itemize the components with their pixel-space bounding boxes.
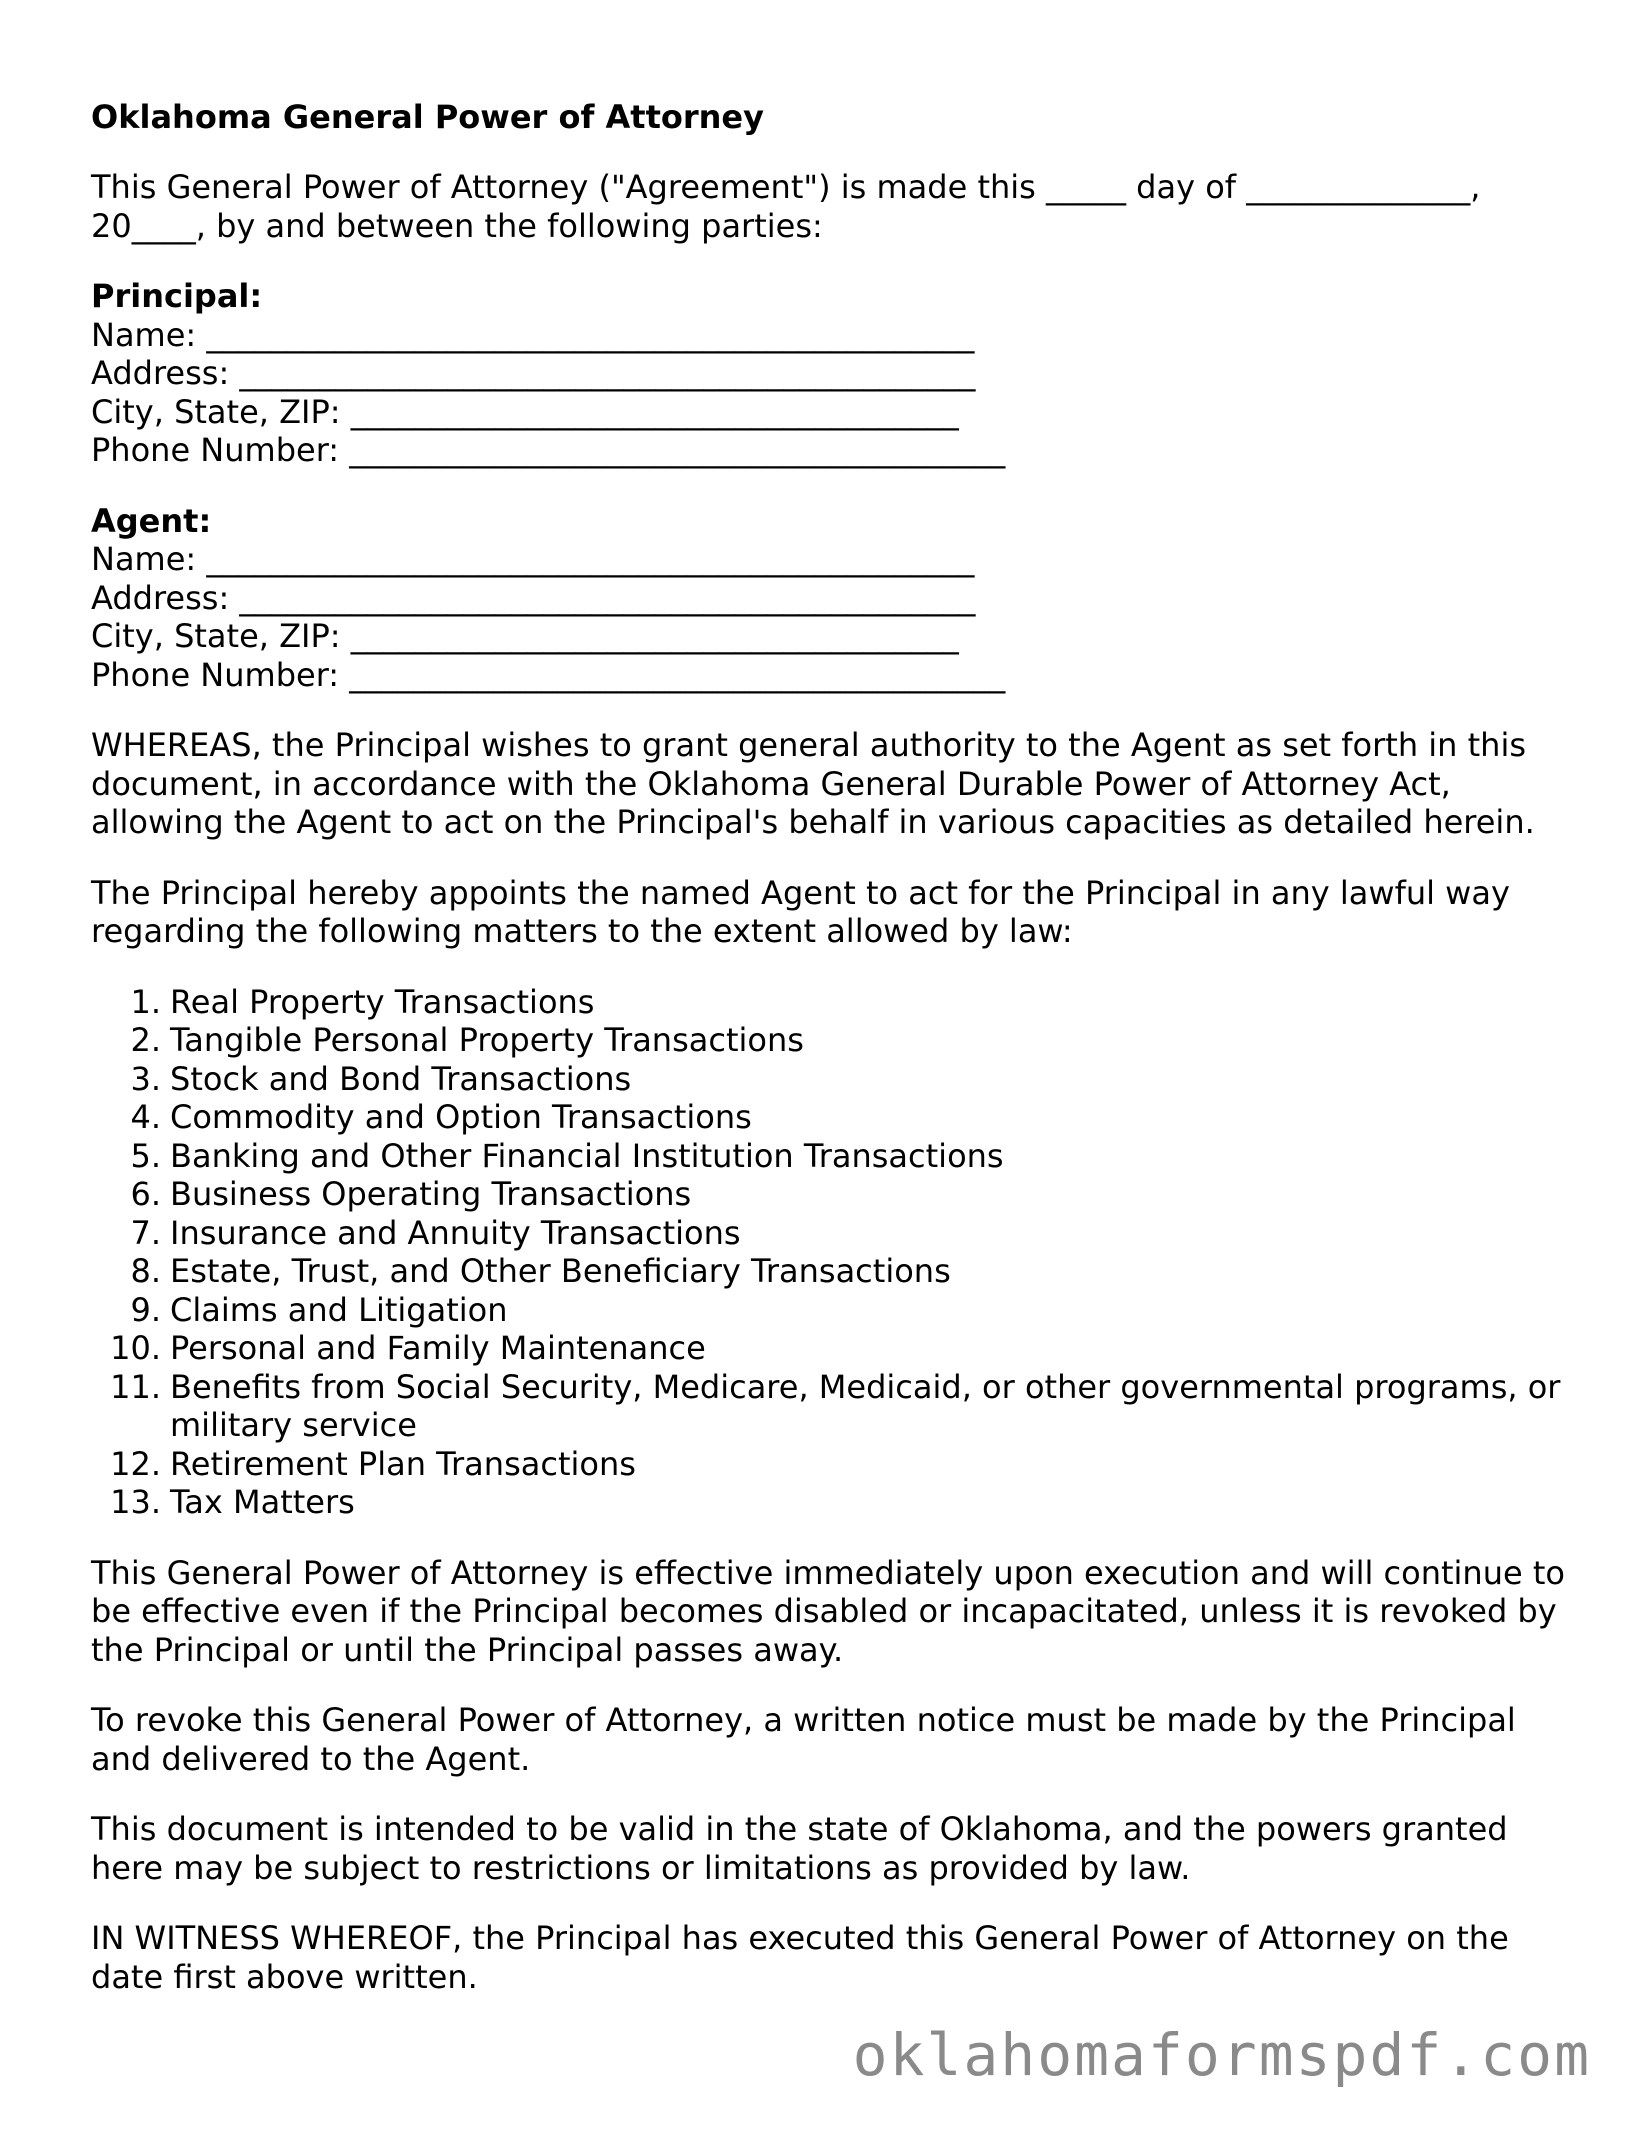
- matters-list: [91, 983, 1571, 1522]
- list-item-number: 9.: [130, 1290, 161, 1329]
- list-item: [91, 1329, 1571, 1368]
- list-item-text: Commodity and Option Transactions: [170, 1098, 752, 1136]
- list-item: [91, 1175, 1571, 1214]
- validity-paragraph: This document is intended to be valid in the state of Oklahoma, and the powers granted here may be subject to restrictions or limitations as provided by law.: [91, 1810, 1508, 1887]
- list-item-number: 6.: [130, 1175, 161, 1213]
- principal-name-field[interactable]: Name: ________________________________________________: [91, 315, 975, 354]
- list-item: [91, 1060, 1571, 1099]
- principal-address-field[interactable]: Address: ______________________________________________: [91, 354, 976, 392]
- list-item-text: Tangible Personal Property Transactions: [170, 1021, 804, 1059]
- principal-city-field[interactable]: City, State, ZIP: ______________________________________: [91, 392, 959, 431]
- list-item-text: Benefits from Social Security, Medicare, Medicaid, or other governmental programs, or military service: [170, 1367, 1561, 1444]
- list-item-text: Insurance and Annuity Transactions: [170, 1213, 741, 1252]
- list-item-text: Retirement Plan Transactions: [170, 1444, 636, 1483]
- principal-phone-field[interactable]: Phone Number: _________________________________________: [91, 431, 1006, 469]
- agent-name-field[interactable]: Name: ________________________________________________: [91, 540, 975, 578]
- list-item-number: 1.: [130, 982, 161, 1021]
- list-item-text: Stock and Bond Transactions: [170, 1059, 632, 1098]
- agent-heading: Agent:: [91, 501, 212, 540]
- list-item: [91, 1214, 1571, 1253]
- document-title: Oklahoma General Power of Attorney: [91, 98, 764, 136]
- list-item-text: Real Property Transactions: [170, 982, 595, 1021]
- list-item: [91, 1252, 1571, 1291]
- list-item-text: Tax Matters: [170, 1483, 355, 1521]
- list-item-text: Business Operating Transactions: [170, 1175, 692, 1213]
- list-item-text: Claims and Litigation: [170, 1290, 508, 1329]
- list-item-number: 10.: [110, 1329, 161, 1367]
- agent-section: [91, 502, 1571, 695]
- list-item-text: Banking and Other Financial Institution Transactions: [170, 1136, 1004, 1175]
- list-item: [91, 1483, 1571, 1522]
- list-item-text: Personal and Family Maintenance: [170, 1329, 706, 1367]
- list-item: [91, 983, 1571, 1022]
- site-watermark: oklahomaformspdf.com: [852, 2021, 1591, 2089]
- list-item-number: 8.: [130, 1252, 161, 1290]
- witness-paragraph: IN WITNESS WHEREOF, the Principal has executed this General Power of Attorney on the date first above written.: [91, 1919, 1509, 1996]
- list-item: [91, 1368, 1571, 1445]
- list-item: [91, 1021, 1571, 1060]
- list-item-text: Estate, Trust, and Other Beneficiary Transactions: [170, 1252, 951, 1290]
- list-item: [91, 1445, 1571, 1484]
- revoke-paragraph: To revoke this General Power of Attorney, a written notice must be made by the Principal and delivered to the Agent.: [91, 1701, 1516, 1778]
- principal-heading: Principal:: [91, 277, 263, 315]
- list-item-number: 11.: [110, 1367, 161, 1406]
- list-item: [91, 1137, 1571, 1176]
- list-item-number: 12.: [110, 1444, 161, 1483]
- document-page: [91, 98, 1571, 2028]
- list-item-number: 5.: [130, 1136, 161, 1175]
- list-item: [91, 1098, 1571, 1137]
- agent-phone-field[interactable]: Phone Number: _________________________________________: [91, 655, 1006, 694]
- effective-paragraph: This General Power of Attorney is effective immediately upon execution and will continue to be effective even if the Principal becomes disabled or incapacitated, unless it is revoked by the Principal or until the Principal passes away.: [91, 1553, 1565, 1669]
- list-item-number: 4.: [130, 1098, 161, 1136]
- list-item-number: 13.: [110, 1483, 161, 1521]
- principal-section: [91, 277, 1571, 470]
- list-item-number: 3.: [130, 1059, 161, 1098]
- agent-city-field[interactable]: City, State, ZIP: ______________________________________: [91, 617, 959, 655]
- list-item-number: 2.: [130, 1021, 161, 1059]
- appoints-paragraph: The Principal hereby appoints the named Agent to act for the Principal in any lawful way regarding the following matters to the extent allowed by law:: [91, 873, 1510, 950]
- whereas-paragraph: WHEREAS, the Principal wishes to grant general authority to the Agent as set forth in this document, in accordance with the Oklahoma General Durable Power of Attorney Act, allowing the Agent to act on the Principal's behalf in various capacities as detailed herein.: [91, 726, 1535, 841]
- list-item-number: 7.: [130, 1213, 161, 1252]
- list-item: [91, 1291, 1571, 1330]
- agent-address-field[interactable]: Address: ______________________________________________: [91, 578, 976, 617]
- intro-paragraph: This General Power of Attorney ("Agreement") is made this _____ day of ______________, 20____, by and between the following parties:: [91, 168, 1481, 245]
